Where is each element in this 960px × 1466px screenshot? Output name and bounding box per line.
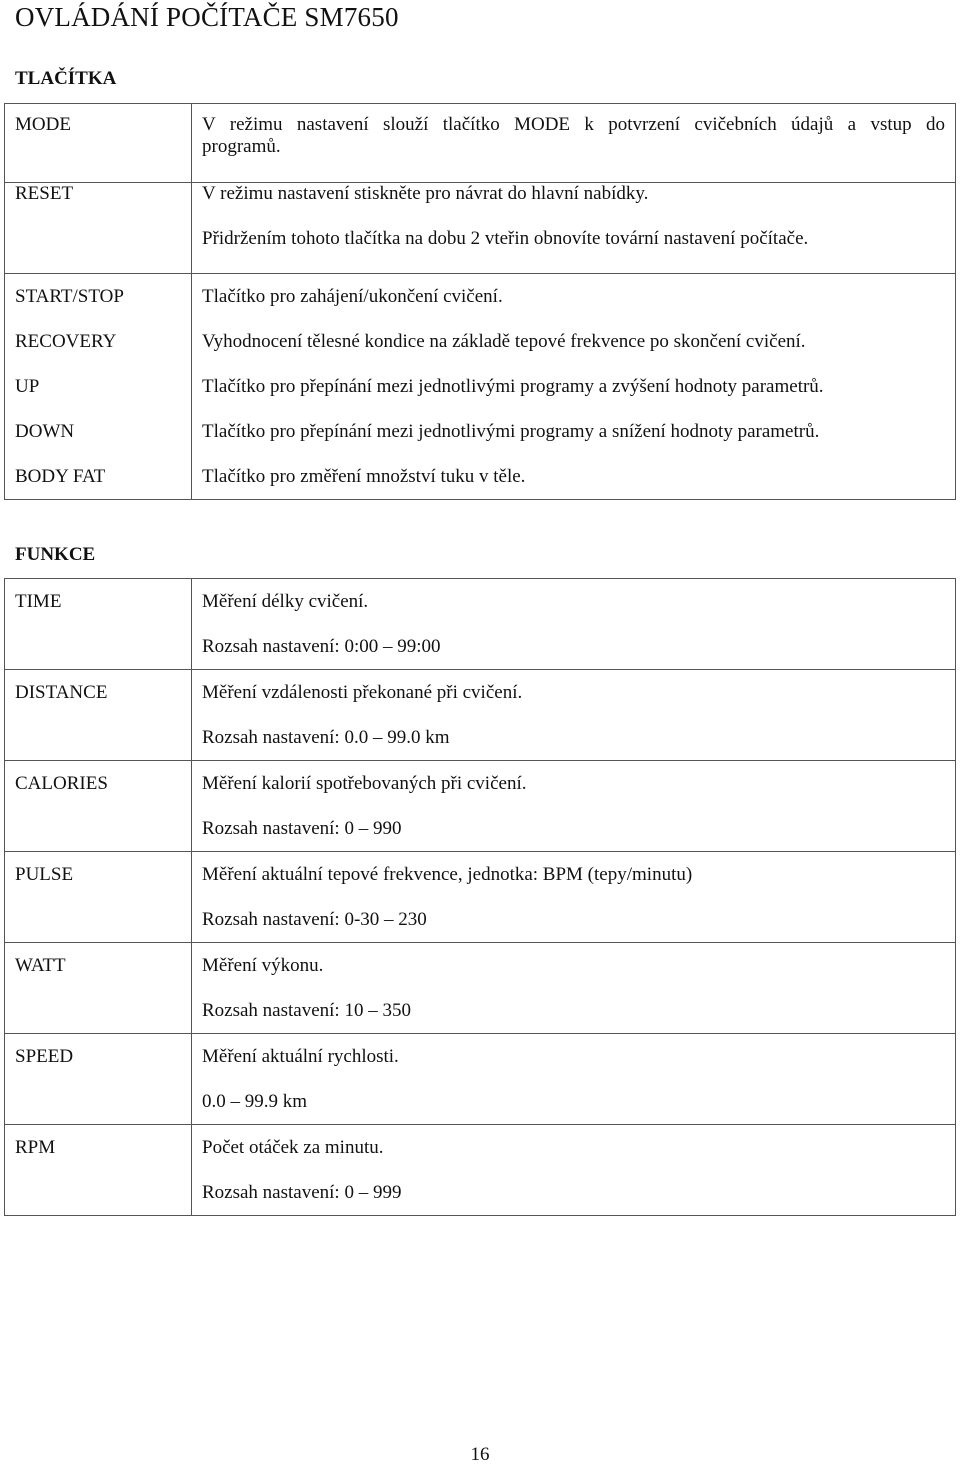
- button-desc-reset: [192, 183, 956, 274]
- function-desc-rpm: [192, 1125, 956, 1216]
- button-name-down: DOWN: [5, 398, 192, 443]
- function-desc-calories: [192, 761, 956, 852]
- range-line: Rozsah nastavení: 0:00 – 99:00: [202, 636, 441, 657]
- desc-line: Přidržením tohoto tlačítka na dobu 2 vteřin obnovíte tovární nastavení počítače.: [202, 228, 809, 249]
- desc-line: Měření výkonu.: [202, 955, 324, 976]
- desc-line: Měření aktuální rychlosti.: [202, 1046, 399, 1067]
- button-desc-recovery: Vyhodnocení tělesné kondice na základě tepové frekvence po skončení cvičení.: [192, 308, 956, 353]
- range-line: Rozsah nastavení: 0.0 – 99.0 km: [202, 727, 450, 748]
- desc-line: Měření vzdálenosti překonané při cvičení.: [202, 682, 523, 703]
- desc-line: Měření kalorií spotřebovaných při cvičení.: [202, 773, 527, 794]
- table-row: [5, 443, 956, 500]
- desc-line: Měření aktuální tepové frekvence, jednotka: BPM (tepy/minutu): [202, 864, 693, 885]
- table-row: [5, 274, 956, 309]
- function-desc-distance: [192, 670, 956, 761]
- desc-line: V režimu nastavení slouží tlačítko MODE k potvrzení cvičebních údajů a vstup do: [202, 114, 945, 135]
- desc-line: programů.: [202, 136, 281, 157]
- table-row: [5, 183, 956, 274]
- table-row: [5, 353, 956, 398]
- function-name-rpm: RPM: [5, 1125, 192, 1216]
- function-name-watt: WATT: [5, 943, 192, 1034]
- page-number: 16: [470, 1444, 490, 1465]
- table-row: [5, 579, 956, 670]
- section-heading-functions: FUNKCE: [15, 544, 96, 565]
- range-line: Rozsah nastavení: 10 – 350: [202, 1000, 411, 1021]
- range-line: 0.0 – 99.9 km: [202, 1091, 308, 1112]
- buttons-table: [4, 103, 956, 500]
- desc-line: Počet otáček za minutu.: [202, 1137, 384, 1158]
- table-row: [5, 670, 956, 761]
- button-desc-up: Tlačítko pro přepínání mezi jednotlivými programy a zvýšení hodnoty parametrů.: [192, 353, 956, 398]
- table-row: [5, 1125, 956, 1216]
- button-name-up: UP: [5, 353, 192, 398]
- table-row: [5, 308, 956, 353]
- function-name-calories: CALORIES: [5, 761, 192, 852]
- range-line: Rozsah nastavení: 0-30 – 230: [202, 909, 427, 930]
- table-row: [5, 761, 956, 852]
- button-name-reset: [5, 183, 192, 274]
- function-name-speed: SPEED: [5, 1034, 192, 1125]
- page-title: OVLÁDÁNÍ POČÍTAČE SM7650: [15, 2, 399, 32]
- desc-line: V režimu nastavení stiskněte pro návrat do hlavní nabídky.: [202, 183, 649, 204]
- function-name-time: TIME: [5, 579, 192, 670]
- desc-line: Měření délky cvičení.: [202, 591, 369, 612]
- section-heading-buttons: TLAČÍTKA: [15, 68, 117, 89]
- table-row: [5, 943, 956, 1034]
- table-row: [5, 1034, 956, 1125]
- functions-table: [4, 578, 956, 1216]
- range-line: Rozsah nastavení: 0 – 999: [202, 1182, 402, 1203]
- table-row: [5, 398, 956, 443]
- button-desc-mode: [192, 104, 956, 183]
- button-desc-bodyfat: Tlačítko pro změření množství tuku v těle.: [192, 443, 956, 500]
- table-row: [5, 852, 956, 943]
- function-desc-speed: [192, 1034, 956, 1125]
- table-row: [5, 104, 956, 183]
- function-name-pulse: PULSE: [5, 852, 192, 943]
- function-desc-pulse: [192, 852, 956, 943]
- button-desc-down: Tlačítko pro přepínání mezi jednotlivými programy a snížení hodnoty parametrů.: [192, 398, 956, 443]
- function-name-distance: DISTANCE: [5, 670, 192, 761]
- function-desc-time: [192, 579, 956, 670]
- button-name-reset-label: RESET: [15, 183, 74, 204]
- button-name-mode: MODE: [5, 104, 192, 183]
- button-name-bodyfat: BODY FAT: [5, 443, 192, 500]
- button-name-recovery: RECOVERY: [5, 308, 192, 353]
- range-line: Rozsah nastavení: 0 – 990: [202, 818, 402, 839]
- button-desc-startstop: Tlačítko pro zahájení/ukončení cvičení.: [192, 274, 956, 309]
- button-name-startstop: START/STOP: [5, 274, 192, 309]
- function-desc-watt: [192, 943, 956, 1034]
